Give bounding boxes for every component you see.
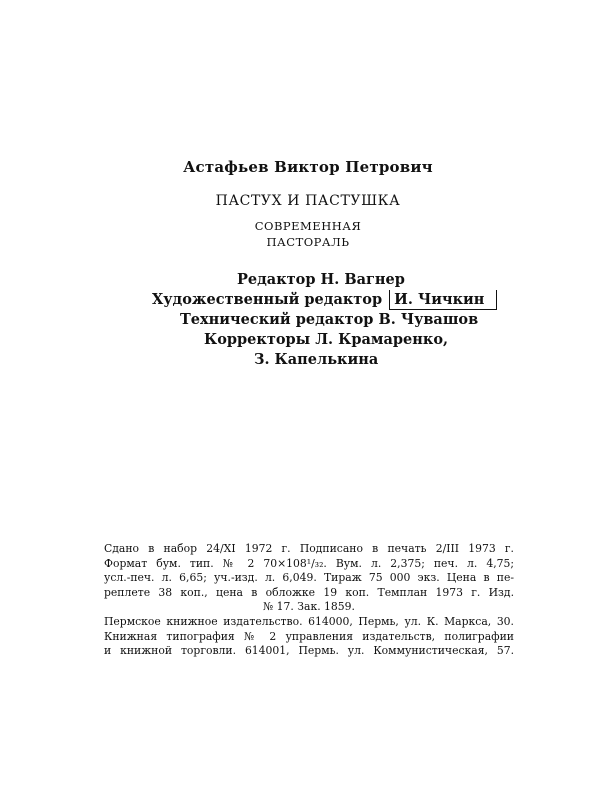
imprint-line: Формат бум. тип. № 2 70×108¹/₃₂. Вум. л. 2,375; печ. л. 4,75;	[104, 556, 514, 570]
imprint-line: Пермское книжное издательство. 614000, Пермь, ул. К. Маркса, 30.	[104, 614, 514, 628]
tech-editor-name: В. Чувашов	[378, 311, 479, 328]
imprint-line: и книжной торговли. 614001, Пермь. ул. Коммунистическая, 57.	[104, 644, 514, 658]
art-editor-name: И. Чичкин	[389, 290, 497, 310]
editor-name: Н. Вагнер	[320, 271, 405, 288]
imprint-line: реплете 38 коп., цена в обложке 19 коп. Темплан 1973 г. Изд.	[104, 585, 514, 599]
art-editor-role: Художественный редактор	[152, 291, 383, 308]
author-name: Астафьев Виктор Петрович	[183, 158, 433, 176]
correctors-role: Корректоры	[204, 331, 311, 348]
credit-correctors	[204, 329, 448, 350]
imprint-line: Книжная типография № 2 управления издательств, полиграфии	[104, 629, 514, 643]
imprint-line: № 17. Зак. 1859.	[263, 600, 355, 614]
imprint-line: усл.-печ. л. 6,65; уч.-изд. л. 6,049. Тираж 75 000 экз. Цена в пе-	[104, 571, 514, 585]
corrector-2: З. Капелькина	[254, 351, 379, 368]
imprint-line: Сдано в набор 24/XI 1972 г. Подписано в печать 2/III 1973 г.	[104, 542, 514, 555]
imprint-block	[104, 542, 514, 659]
subtitle-line-1: СОВРЕМЕННАЯ	[254, 219, 362, 233]
tech-editor-role: Технический редактор	[180, 311, 374, 328]
credit-editor	[237, 269, 405, 290]
credit-tech-editor	[180, 309, 478, 330]
credit-art-editor	[152, 289, 497, 310]
corrector-1: Л. Крамаренко,	[315, 331, 449, 348]
book-title: ПАСТУХ И ПАСТУШКА	[215, 193, 401, 209]
editor-role: Редактор	[237, 271, 316, 288]
subtitle-line-2: ПАСТОРАЛЬ	[266, 235, 350, 249]
credit-corrector-2	[254, 349, 378, 370]
